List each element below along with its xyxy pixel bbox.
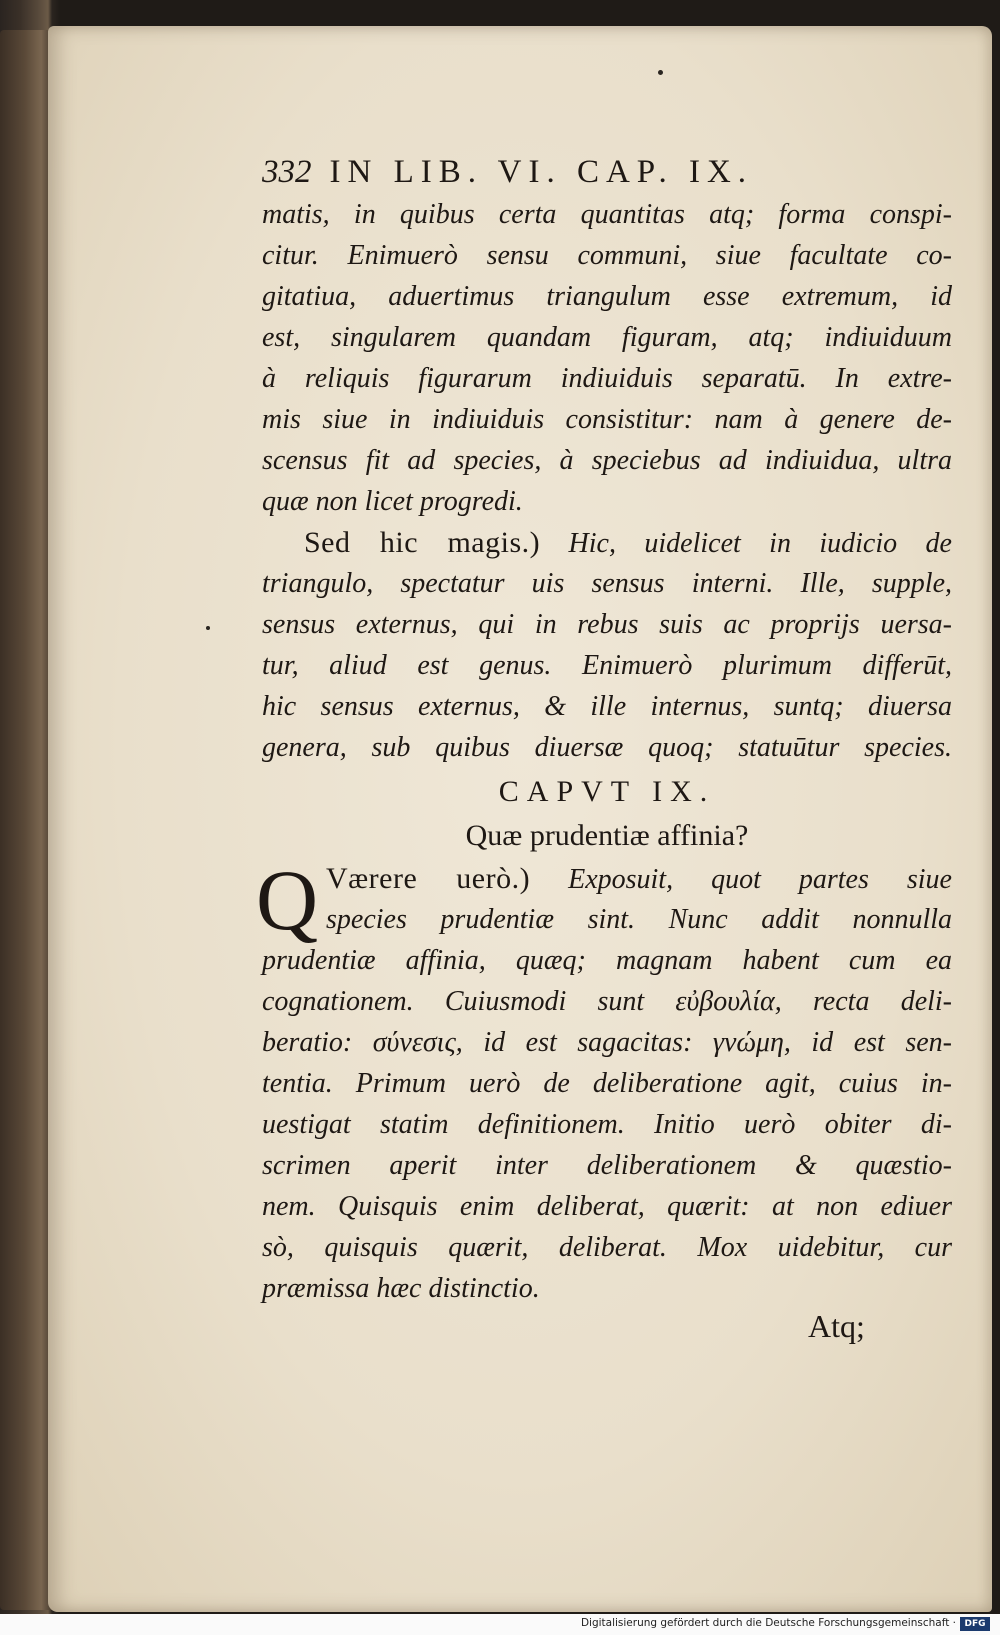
text-line: mis siue in indiuiduis consistitur: nam à genere de- (262, 404, 952, 435)
page-number: 332 (262, 154, 312, 190)
text-line (262, 858, 952, 899)
text-line: hic sensus externus, & ille internus, suntq; diuersa (262, 691, 952, 722)
text-line: à reliquis figurarum indiuiduis separatū. In extre- (262, 363, 952, 394)
lemma: Værere uerò.) (326, 862, 531, 895)
paper-speck (658, 70, 663, 75)
text-span: Exposuit, quot partes siue (530, 864, 952, 895)
text-line: gitatiua, aduertimus triangulum esse extremum, id (262, 281, 952, 312)
chapter-heading: CAPVT IX. (498, 775, 716, 808)
text-line: uestigat statim definitionem. Initio uerò obiter di- (262, 1109, 952, 1140)
text-span: Hic, uidelicet in iudicio de (540, 528, 952, 559)
text-line: est, singularem quandam figuram, atq; indiuiduum (262, 322, 952, 353)
text-line: nem. Quisquis enim deliberat, quærit: at non ediuer (262, 1191, 952, 1222)
text-line: beratio: σύνεσις, id est sagacitas: γνώμη, id est sen- (262, 1027, 952, 1058)
text-line: tentia. Primum uerò de deliberatione agit, cuius in- (262, 1068, 952, 1099)
text-line (262, 522, 952, 563)
text-line: quæ non licet progredi. (262, 486, 523, 517)
text-line: cognationem. Cuiusmodi sunt εὐβουλία, recta deli- (262, 986, 952, 1017)
text-line: triangulo, spectatur uis sensus interni. Ille, supple, (262, 568, 952, 599)
paragraph-3 (256, 852, 952, 1309)
initial-letter: Q (256, 852, 319, 948)
text-line: citur. Enimuerò sensu communi, siue facultate co- (262, 240, 952, 271)
text-line: genera, sub quibus diuersæ quoq; statuūtur species. (262, 732, 952, 763)
book-spine (0, 30, 55, 1610)
paragraph-2 (262, 522, 952, 768)
text-line: species prudentiæ sint. Nunc addit nonnulla (326, 904, 952, 935)
text-line: matis, in quibus certa quantitas atq; forma conspi- (262, 199, 952, 230)
catchword: Atq; (808, 1308, 865, 1344)
text-line: scrimen aperit inter deliberationem & quæstio- (262, 1150, 952, 1181)
text-line: sensus externus, qui in rebus suis ac proprijs uersa- (262, 609, 952, 640)
text-block (256, 150, 952, 1309)
paragraph-1 (262, 194, 952, 522)
text-line: præmissa hæc distinctio. (262, 1273, 540, 1304)
running-head (262, 150, 952, 194)
chapter-subheading: Quæ prudentiæ affinia? (465, 819, 749, 852)
text-line: prudentiæ affinia, quæq; magnam habent cum ea (262, 945, 952, 976)
text-line: scensus fit ad species, à speciebus ad indiuidua, ultra (262, 445, 952, 476)
text-line: tur, aliud est genus. Enimuerò plurimum differūt, (262, 650, 952, 681)
text-line: sò, quisquis quærit, deliberat. Mox uidebitur, cur (262, 1232, 952, 1263)
dfg-logo: DFG (960, 1617, 990, 1631)
paper-speck (206, 626, 210, 630)
footer-credit: Digitalisierung gefördert durch die Deutsche Forschungsgemeinschaft · (580, 1617, 956, 1629)
lemma: Sed hic magis.) (304, 526, 541, 559)
running-head-title: IN LIB. VI. CAP. IX. (329, 154, 754, 190)
